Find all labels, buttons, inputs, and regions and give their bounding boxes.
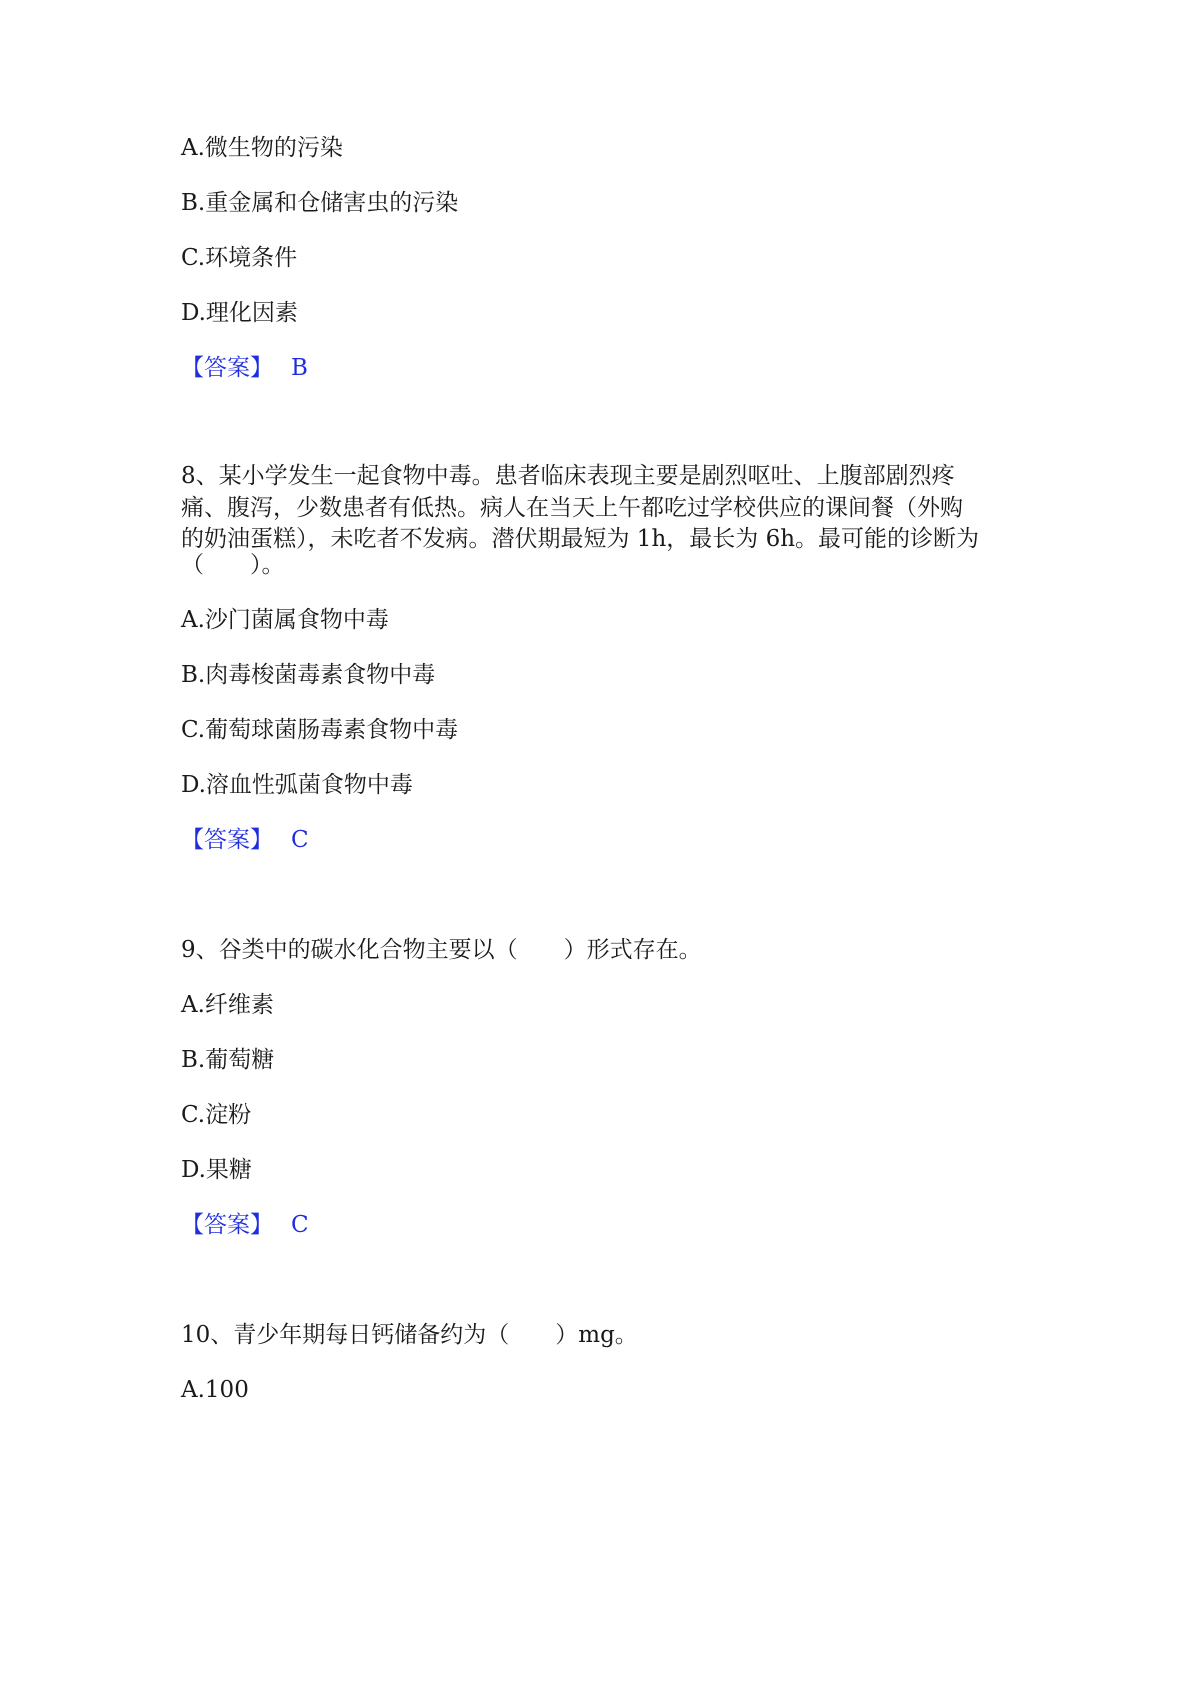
q10-stem: 10、青少年期每日钙储备约为（ ）mg。 <box>181 1322 638 1348</box>
answer-label: 【答案】 <box>181 355 273 381</box>
answer-label: 【答案】 <box>181 827 273 853</box>
q9-stem: 9、谷类中的碳水化合物主要以（ ）形式存在。 <box>181 937 702 963</box>
q7-option-a: A.微生物的污染 <box>181 135 343 161</box>
q8-stem-line-2: 痛、腹泻，少数患者有低热。病人在当天上午都吃过学校供应的课间餐（外购 <box>181 495 963 521</box>
q8-stem-line-4: （ ）。 <box>181 552 285 578</box>
q8-option-b: B.肉毒梭菌毒素食物中毒 <box>181 662 436 688</box>
q9-option-d: D.果糖 <box>181 1157 252 1183</box>
q7-option-c: C.环境条件 <box>181 245 298 271</box>
q9-option-b: B.葡萄糖 <box>181 1047 275 1073</box>
q7-answer <box>181 351 308 385</box>
q9-option-c: C.淀粉 <box>181 1102 252 1128</box>
q10-option-a: A.100 <box>181 1377 249 1403</box>
q8-option-a: A.沙门菌属食物中毒 <box>181 607 389 633</box>
q7-option-d: D.理化因素 <box>181 300 298 326</box>
q9-answer <box>181 1208 309 1242</box>
q7-option-b: B.重金属和仓储害虫的污染 <box>181 190 459 216</box>
answer-label: 【答案】 <box>181 1212 273 1238</box>
q8-option-d: D.溶血性弧菌食物中毒 <box>181 772 413 798</box>
q8-stem-line-3: 的奶油蛋糕），未吃者不发病。潜伏期最短为 1h，最长为 6h。最可能的诊断为 <box>181 526 980 552</box>
q8-answer <box>181 823 309 857</box>
answer-value: C <box>291 827 309 853</box>
q9-option-a: A.纤维素 <box>181 992 274 1018</box>
q8-option-c: C.葡萄球菌肠毒素食物中毒 <box>181 717 459 743</box>
answer-value: C <box>291 1212 309 1238</box>
answer-value: B <box>291 355 308 381</box>
q8-stem-line-1: 8、某小学发生一起食物中毒。患者临床表现主要是剧烈呕吐、上腹部剧烈疼 <box>181 463 955 489</box>
